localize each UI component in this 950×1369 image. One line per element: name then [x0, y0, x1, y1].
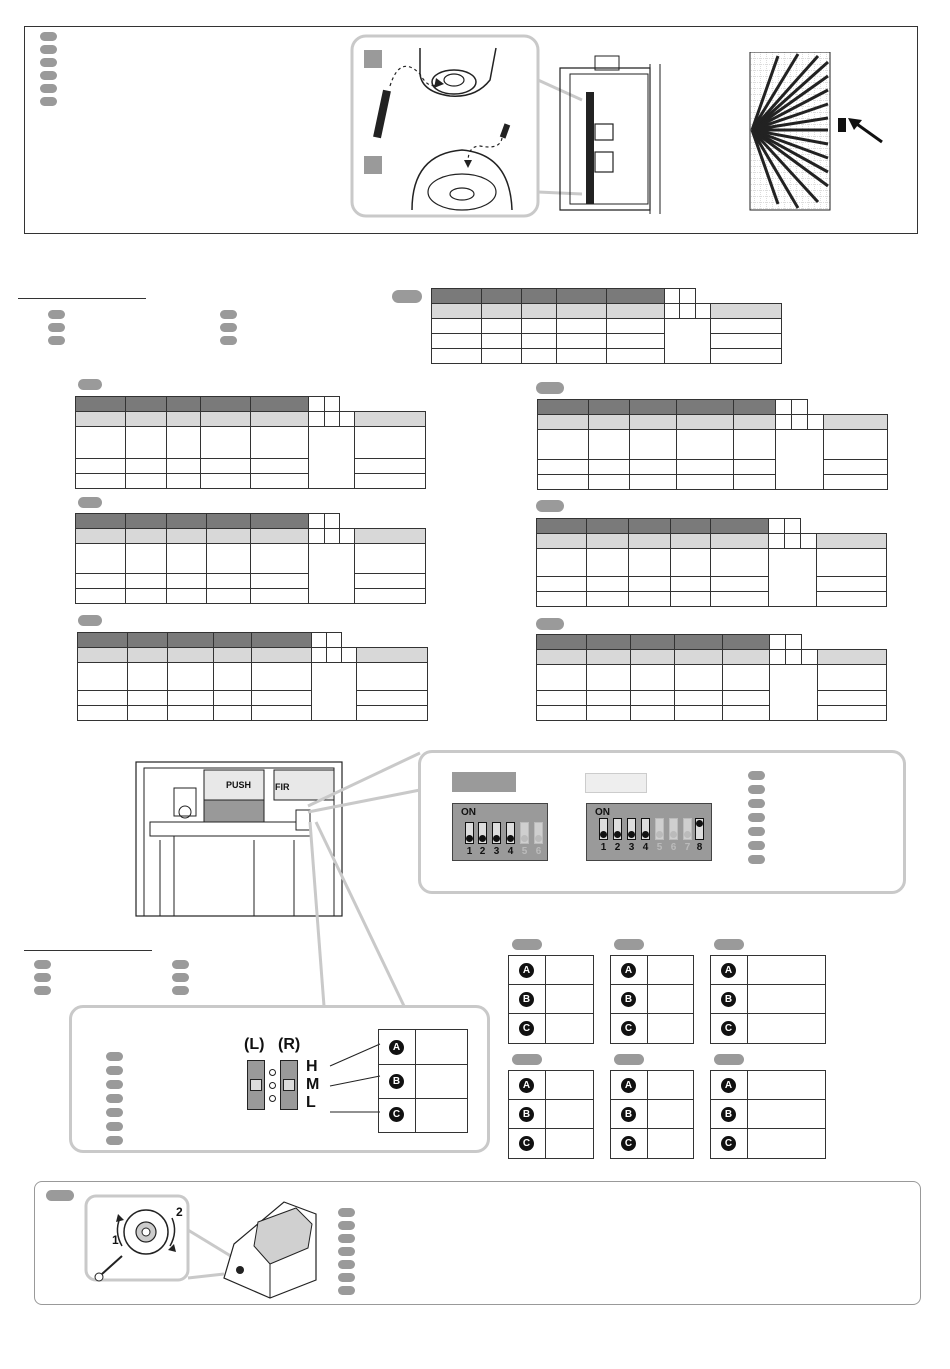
abc-row	[711, 1100, 825, 1129]
abc-row	[711, 1014, 825, 1043]
level-h: H	[306, 1058, 318, 1075]
spec-table-left-1	[75, 396, 426, 489]
spec-table-main	[431, 288, 782, 364]
legend-pill	[220, 336, 237, 345]
detector-installation-illustration	[350, 34, 690, 220]
legend-pill	[106, 1052, 123, 1061]
abc-table	[610, 955, 694, 1044]
legend-pill	[34, 986, 51, 995]
abc-table	[508, 955, 594, 1044]
group-label-pill	[714, 939, 744, 950]
dip-switch-4[interactable]	[506, 822, 515, 844]
abc-table	[610, 1070, 694, 1159]
legend-pill	[220, 310, 237, 319]
badge-b-icon: B	[621, 992, 636, 1007]
abc-row	[611, 1014, 693, 1043]
dip-number: 3	[628, 842, 635, 853]
badge-b-icon: B	[389, 1074, 404, 1089]
callout-lines	[290, 750, 430, 830]
dip-number: 4	[507, 846, 514, 857]
abc-row	[711, 1129, 825, 1158]
sensitivity-left-label: (L)	[244, 1036, 265, 1053]
legend-pill	[106, 1136, 123, 1145]
abc-table	[508, 1070, 594, 1159]
dip-number: 6	[535, 846, 542, 857]
badge-c-icon: C	[721, 1136, 736, 1151]
legend-pill	[338, 1234, 355, 1243]
abc-row	[379, 1030, 467, 1065]
table-label-pill	[78, 615, 102, 626]
dip-on-label: ON	[595, 807, 610, 818]
badge-c-icon: C	[519, 1136, 534, 1151]
legend-pill	[40, 45, 57, 54]
section-underline	[18, 298, 146, 299]
legend-pill	[338, 1273, 355, 1282]
abc-table	[710, 1070, 826, 1159]
dip-label-dark	[452, 772, 516, 792]
badge-b-icon: B	[721, 1107, 736, 1122]
dip-switch-5[interactable]	[520, 822, 529, 844]
dip-number: 1	[466, 846, 473, 857]
legend-pill	[748, 771, 765, 780]
abc-row	[379, 1099, 467, 1132]
dip-number: 2	[479, 846, 486, 857]
spec-table-left-2	[75, 513, 426, 604]
dip-switch-6[interactable]	[669, 818, 678, 840]
legend-pill	[748, 827, 765, 836]
legend-pill	[48, 336, 65, 345]
abc-row	[711, 956, 825, 985]
callout-lines	[300, 820, 490, 1020]
legend-pill	[106, 1122, 123, 1131]
dip-switch-3[interactable]	[492, 822, 501, 844]
position-dot	[269, 1082, 276, 1089]
level-l: L	[306, 1094, 316, 1111]
section-underline	[24, 950, 152, 951]
legend-pill	[748, 841, 765, 850]
legend-pill	[48, 310, 65, 319]
abc-row	[711, 985, 825, 1014]
dip-number: 1	[600, 842, 607, 853]
legend-pill	[172, 986, 189, 995]
dip-number: 8	[696, 842, 703, 853]
badge-a-icon: A	[721, 1078, 736, 1093]
abc-row	[509, 1100, 593, 1129]
dip-switch-4[interactable]	[641, 818, 650, 840]
dip-switch-8[interactable]	[695, 818, 704, 840]
position-dot	[269, 1095, 276, 1102]
abc-row	[509, 1129, 593, 1158]
abc-table	[710, 955, 826, 1044]
table-label-pill	[78, 379, 102, 390]
level-m: M	[306, 1076, 320, 1093]
table-label-pill	[392, 290, 422, 303]
section-label-pill	[46, 1190, 74, 1201]
legend-pill	[106, 1094, 123, 1103]
sensitivity-abc-table	[378, 1029, 468, 1133]
spec-table-right-1	[537, 399, 888, 490]
dip-switch-8pos	[586, 803, 712, 861]
dip-number: 6	[670, 842, 677, 853]
legend-pill	[172, 973, 189, 982]
dip-on-label: ON	[461, 807, 476, 818]
dip-number: 2	[614, 842, 621, 853]
badge-b-icon: B	[721, 992, 736, 1007]
group-label-pill	[614, 1054, 644, 1065]
legend-pill	[338, 1247, 355, 1256]
badge-b-icon: B	[621, 1107, 636, 1122]
abc-row	[611, 956, 693, 985]
dip-switch-5[interactable]	[655, 818, 664, 840]
badge-a-icon: A	[389, 1040, 404, 1055]
legend-pill	[338, 1208, 355, 1217]
dip-switch-3[interactable]	[627, 818, 636, 840]
abc-row	[711, 1071, 825, 1100]
legend-pill	[748, 785, 765, 794]
group-label-pill	[512, 939, 542, 950]
abc-row	[611, 985, 693, 1014]
position-dot	[269, 1069, 276, 1076]
abc-row	[509, 1071, 593, 1100]
group-label-pill	[714, 1054, 744, 1065]
group-label-pill	[614, 939, 644, 950]
badge-a-icon: A	[721, 963, 736, 978]
badge-c-icon: C	[519, 1021, 534, 1036]
badge-b-icon: B	[519, 992, 534, 1007]
legend-pill	[220, 323, 237, 332]
abc-row	[509, 985, 593, 1014]
legend-pill	[40, 32, 57, 41]
dip-switch-1[interactable]	[599, 818, 608, 840]
legend-pill	[40, 84, 57, 93]
legend-pill	[338, 1221, 355, 1230]
dip-number: 5	[656, 842, 663, 853]
legend-pill	[106, 1108, 123, 1117]
spec-table-left-3	[77, 632, 428, 721]
legend-pill	[40, 71, 57, 80]
badge-b-icon: B	[519, 1107, 534, 1122]
legend-pill	[338, 1260, 355, 1269]
spec-table-right-2	[536, 518, 887, 607]
legend-pill	[40, 58, 57, 67]
dip-number: 3	[493, 846, 500, 857]
detection-pattern-illustration	[748, 52, 888, 212]
table-label-pill	[536, 382, 564, 394]
dip-number: 5	[521, 846, 528, 857]
group-label-pill	[512, 1054, 542, 1065]
svg-text:2: 2	[176, 1205, 183, 1219]
sensitivity-right-label: (R)	[278, 1036, 301, 1053]
right-slide-switch[interactable]	[280, 1060, 298, 1110]
legend-pill	[34, 960, 51, 969]
table-label-pill	[78, 497, 102, 508]
badge-c-icon: C	[389, 1107, 404, 1122]
legend-pill	[40, 97, 57, 106]
abc-row	[611, 1100, 693, 1129]
table-label-pill	[536, 500, 564, 512]
dip-number: 4	[642, 842, 649, 853]
badge-a-icon: A	[621, 1078, 636, 1093]
badge-c-icon: C	[721, 1021, 736, 1036]
dip-number: 7	[684, 842, 691, 853]
dip-switch-2[interactable]	[613, 818, 622, 840]
legend-pill	[106, 1066, 123, 1075]
fir-label: FIR	[275, 782, 290, 792]
legend-pill	[748, 799, 765, 808]
abc-row	[611, 1129, 693, 1158]
badge-a-icon: A	[621, 963, 636, 978]
legend-pill	[338, 1286, 355, 1295]
abc-row	[611, 1071, 693, 1100]
spec-table-right-3	[536, 634, 887, 721]
legend-pill	[48, 323, 65, 332]
badge-c-icon: C	[621, 1136, 636, 1151]
badge-c-icon: C	[621, 1021, 636, 1036]
abc-row	[379, 1065, 467, 1099]
adjustment-screw-illustration	[84, 1194, 324, 1300]
legend-pill	[34, 973, 51, 982]
badge-a-icon: A	[519, 963, 534, 978]
table-label-pill	[536, 618, 564, 630]
dip-label-light	[585, 773, 647, 793]
dip-switch-7[interactable]	[683, 818, 692, 840]
dip-switch-6[interactable]	[534, 822, 543, 844]
left-slide-switch[interactable]	[247, 1060, 265, 1110]
badge-a-icon: A	[519, 1078, 534, 1093]
abc-row	[509, 956, 593, 985]
legend-pill	[106, 1080, 123, 1089]
abc-row	[509, 1014, 593, 1043]
push-label: PUSH	[226, 780, 252, 790]
legend-pill	[748, 813, 765, 822]
svg-text:1: 1	[112, 1233, 119, 1247]
legend-pill	[172, 960, 189, 969]
legend-pill	[748, 855, 765, 864]
